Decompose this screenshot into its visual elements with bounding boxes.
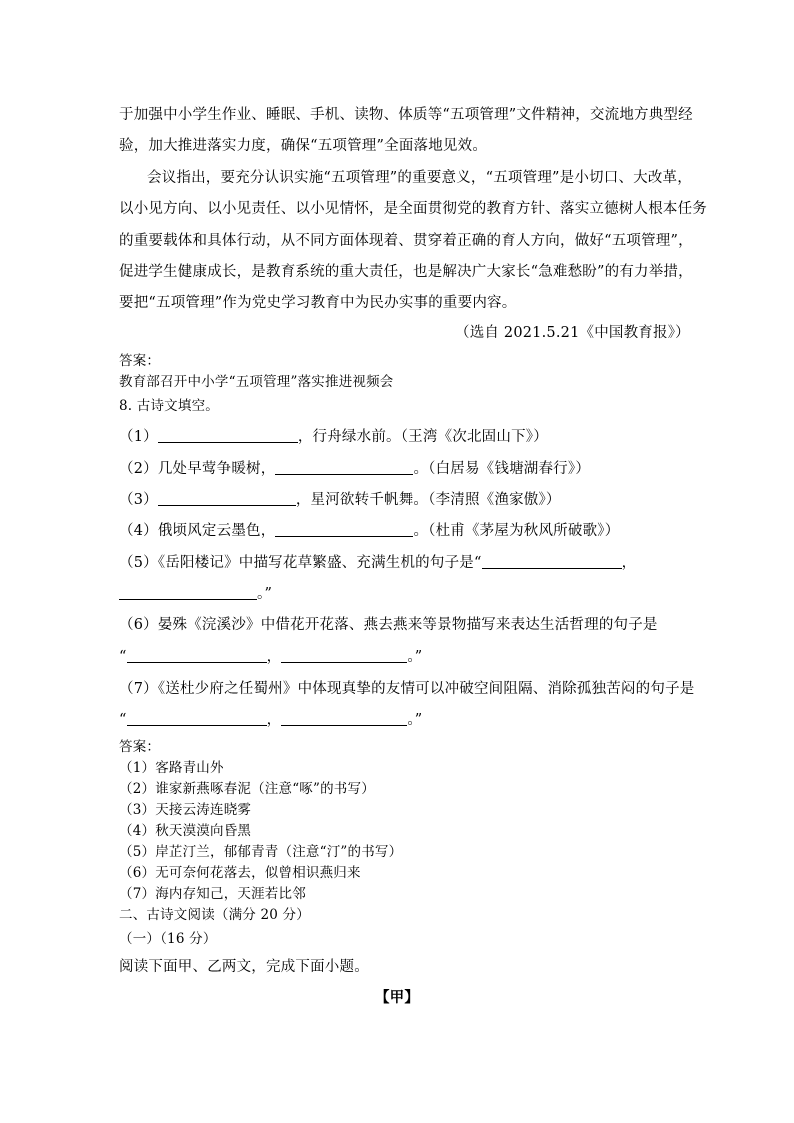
- passage-line-6: 促进学生健康成长，是教育系统的重大责任，也是解决广大家长“急难愁盼”的有力举措，: [119, 264, 693, 280]
- blank-field[interactable]: [127, 711, 267, 726]
- q8-item-6: （6）晏殊《浣溪沙》中借花开花落、燕去燕来等景物描写来表达生活哲理的句子是: [119, 617, 658, 633]
- blank-field[interactable]: [275, 522, 413, 537]
- blank-field[interactable]: [281, 648, 407, 663]
- answer-text: 教育部召开中小学“五项管理”落实推进视频会: [119, 374, 394, 390]
- answer-item: （3）天接云涛连晓雾: [119, 802, 252, 818]
- answer-item: （7）海内存知己，天涯若比邻: [119, 886, 306, 902]
- blank-field[interactable]: [158, 428, 298, 443]
- q8-item-6-cont: “ ， 。”: [119, 649, 423, 665]
- answer-label: 答案：: [119, 739, 161, 755]
- blank-field[interactable]: [127, 648, 267, 663]
- answer-item: （5）岸芷汀兰，郁郁青青（注意“汀”的书写）: [119, 844, 403, 860]
- passage-source: （选自 2021.5.21《中国教育报》）: [455, 325, 690, 341]
- blank-field[interactable]: [482, 554, 622, 569]
- passage-line-5: 的重要载体和具体行动，从不同方面体现着、贯穿着正确的育人方向，做好“五项管理”，: [119, 233, 693, 249]
- section-instruction: 阅读下面甲、乙两文，完成下面小题。: [119, 959, 369, 975]
- blank-field[interactable]: [119, 585, 257, 600]
- passage-line-1: 于加强中小学生作业、睡眠、手机、读物、体质等“五项管理”文件精神，交流地方典型经: [119, 107, 693, 123]
- answer-item: （6）无可奈何花落去，似曾相识燕归来: [119, 865, 361, 881]
- q8-item-4: （4）俄顷风定云墨色， 。（杜甫《茅屋为秋风所破歌》）: [119, 523, 620, 539]
- passage-heading: 【甲】: [374, 989, 420, 1006]
- q8-item-1: （1） ，行舟绿水前。（王湾《次北固山下》）: [119, 429, 548, 445]
- answer-item: （4）秋天漠漠向昏黑: [119, 823, 252, 839]
- passage-line-7: 要把“五项管理”作为党史学习教育中为民办实事的重要内容。: [119, 295, 517, 311]
- blank-field[interactable]: [275, 460, 413, 475]
- passage-line-2: 验，加大推进落实力度，确保“五项管理”全面落地见效。: [119, 138, 488, 154]
- blank-field[interactable]: [158, 491, 296, 506]
- passage-line-3: 会议指出，要充分认识实施“五项管理”的重要意义，“五项管理”是小切口、大改革，: [147, 170, 692, 186]
- q8-item-3: （3） ，星河欲转千帆舞。（李清照《渔家傲》）: [119, 492, 561, 508]
- answer-item: （1）客路青山外: [119, 760, 224, 776]
- q8-item-2: （2）几处早莺争暖树， 。（白居易《钱塘湖春行》）: [119, 461, 591, 477]
- passage-line-4: 以小见方向、以小见责任、以小见情怀，是全面贯彻党的教育方针、落实立德树人根本任务: [119, 201, 707, 217]
- subsection-title: （一）（16 分）: [119, 931, 217, 947]
- q8-item-7-cont: “ ， 。”: [119, 712, 423, 728]
- answer-label: 答案：: [119, 353, 161, 369]
- section-title: 二、古诗文阅读（满分 20 分）: [119, 907, 310, 923]
- q8-title: 8. 古诗文填空。: [119, 398, 219, 414]
- q8-item-5: （5）《岳阳楼记》中描写花草繁盛、充满生机的句子是“ ，: [119, 555, 637, 571]
- blank-field[interactable]: [281, 711, 407, 726]
- q8-item-7: （7）《送杜少府之任蜀州》中体现真挚的友情可以冲破空间阻隔、消除孤独苦闷的句子是: [119, 681, 695, 697]
- q8-item-5-cont: 。”: [119, 582, 272, 603]
- answer-item: （2）谁家新燕啄春泥（注意“啄”的书写）: [119, 781, 375, 797]
